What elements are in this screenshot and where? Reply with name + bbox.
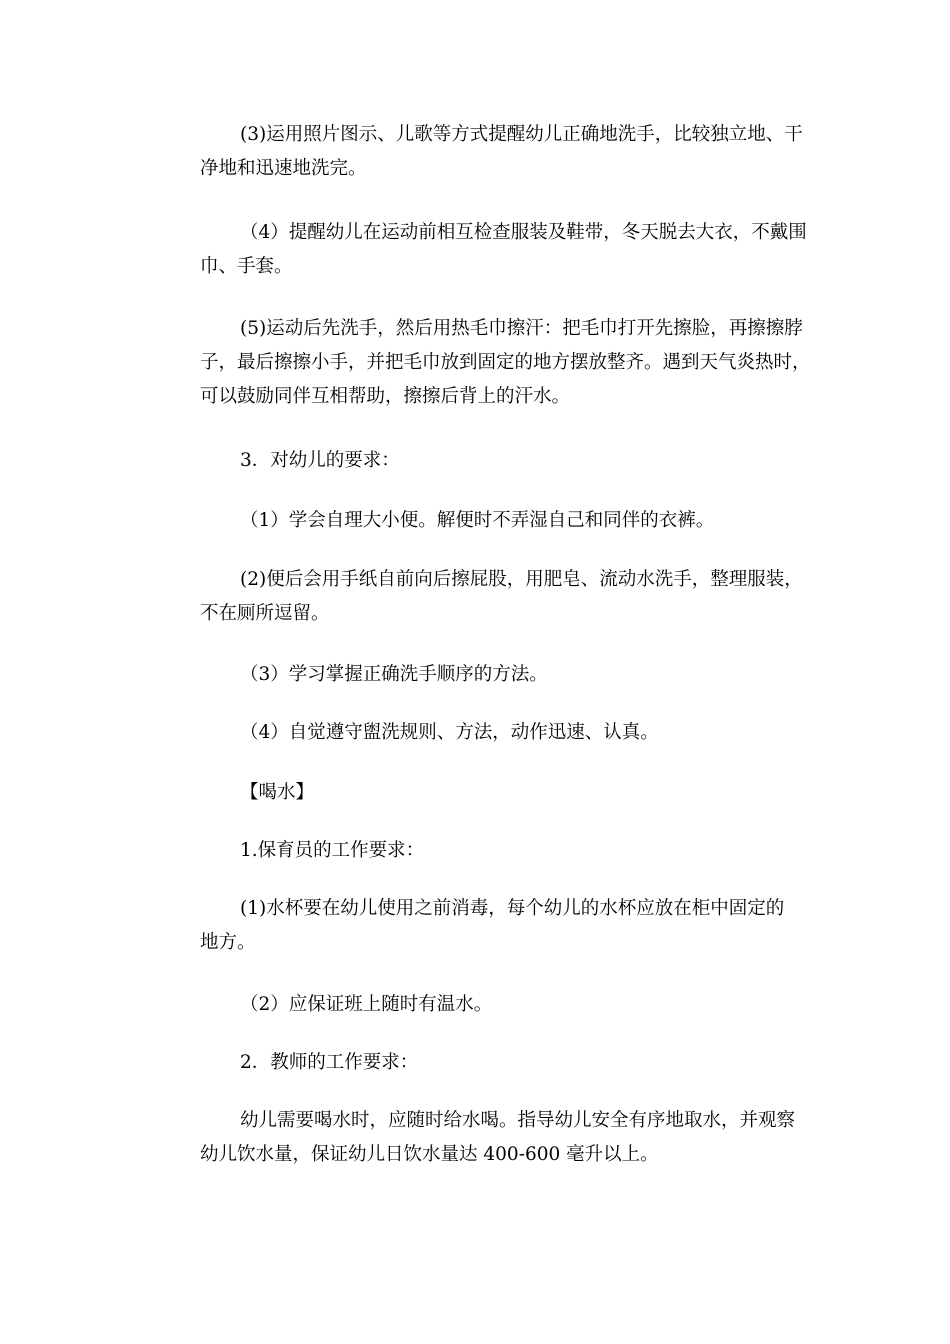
text-line: 【喝水】 [240, 782, 315, 803]
paragraph-washing-5 [200, 312, 812, 414]
paragraph-child-req-4 [200, 716, 812, 750]
section-heading-drinking-water [200, 776, 812, 810]
section-heading-caregiver-requirements [200, 834, 812, 868]
text-line: 地方。 [200, 932, 256, 953]
text-line: （4）自觉遵守盥洗规则、方法，动作迅速、认真。 [240, 722, 659, 743]
paragraph-washing-4 [200, 216, 812, 284]
paragraph-caregiver-req-1 [200, 892, 812, 960]
text-line: 幼儿饮水量，保证幼儿日饮水量达 400-600 毫升以上。 [200, 1144, 659, 1165]
text-line: 幼儿需要喝水时，应随时给水喝。指导幼儿安全有序地取水，并观察 [240, 1110, 796, 1131]
text-line: (1)水杯要在幼儿使用之前消毒，每个幼儿的水杯应放在柜中固定的 [240, 898, 785, 919]
text-line: (2)便后会用手纸自前向后擦屁股，用肥皂、流动水洗手，整理服装， [240, 569, 803, 590]
text-line: 不在厕所逗留。 [200, 603, 330, 624]
paragraph-caregiver-req-2 [200, 988, 812, 1022]
text-line: (3)运用照片图示、儿歌等方式提醒幼儿正确地洗手，比较独立地、干 [240, 124, 803, 145]
text-line: 1.保育员的工作要求： [240, 840, 425, 861]
section-heading-teacher-requirements [200, 1046, 812, 1080]
text-line: （4）提醒幼儿在运动前相互检查服装及鞋带，冬天脱去大衣，不戴围 [240, 222, 807, 243]
paragraph-child-req-3 [200, 658, 812, 692]
paragraph-teacher-req [200, 1104, 812, 1172]
text-line: （1）学会自理大小便。解便时不弄湿自己和同伴的衣裤。 [240, 510, 715, 531]
section-heading-child-requirements [200, 444, 812, 478]
text-line: 2．教师的工作要求： [240, 1052, 419, 1073]
paragraph-child-req-2 [200, 563, 812, 631]
text-line: 3．对幼儿的要求： [240, 450, 400, 471]
text-line: 子，最后擦擦小手，并把毛巾放到固定的地方摆放整齐。遇到天气炎热时， [200, 352, 811, 373]
text-line: 净地和迅速地洗完。 [200, 158, 367, 179]
text-line: (5)运动后先洗手，然后用热毛巾擦汗：把毛巾打开先擦脸，再擦擦脖 [240, 318, 803, 339]
text-line: 巾、手套。 [200, 256, 293, 277]
text-line: （3）学习掌握正确洗手顺序的方法。 [240, 664, 548, 685]
text-line: （2）应保证班上随时有温水。 [240, 994, 493, 1015]
paragraph-child-req-1 [200, 504, 812, 538]
paragraph-washing-3 [200, 118, 812, 186]
text-line: 可以鼓励同伴互相帮助，擦擦后背上的汗水。 [200, 386, 571, 407]
